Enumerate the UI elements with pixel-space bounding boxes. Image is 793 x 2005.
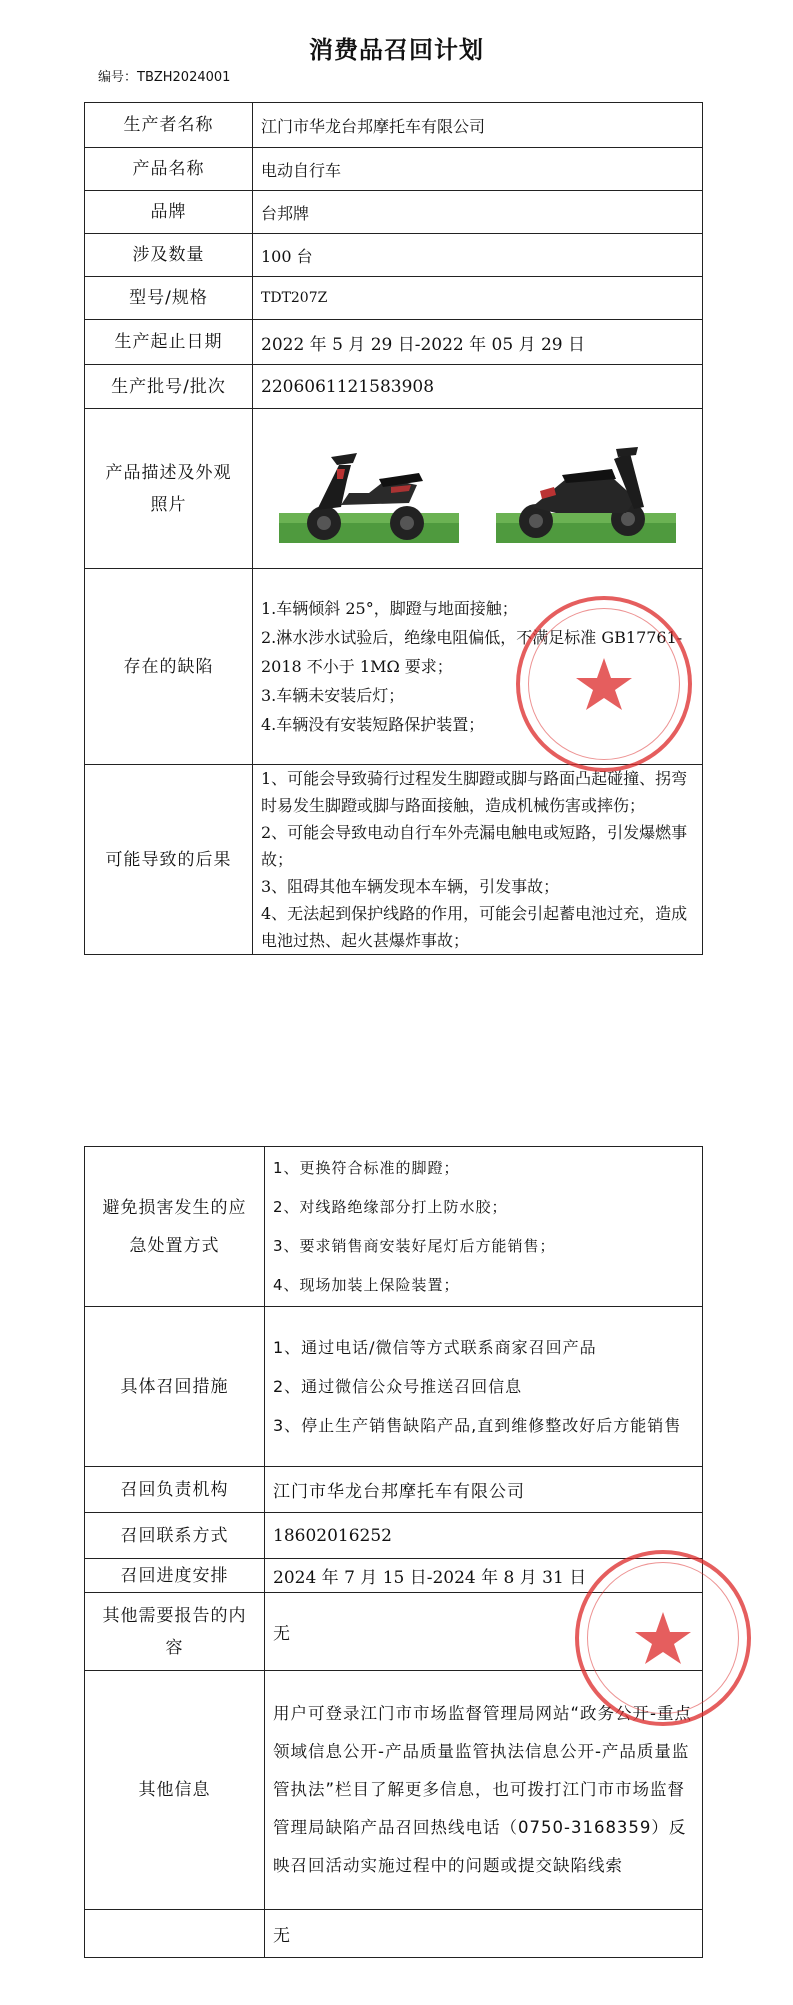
document-number: 编号：TBZH2024001 [98,70,231,85]
scooter-photo-rear [496,435,676,543]
defect-item: 1.车辆倾斜 25°，脚蹬与地面接触； [261,599,518,618]
other-info-label: 其他信息 [85,1671,265,1910]
schedule-label: 召回进度安排 [85,1559,265,1593]
producer-label: 生产者名称 [85,103,253,148]
table-row [85,320,703,365]
recall-table-1 [84,102,703,955]
table-row [85,1467,703,1513]
recall-table-2 [84,1146,703,1958]
table-row [85,277,703,320]
defect-item: 3.车辆未安装后灯； [261,686,405,705]
measure-item: 2、通过微信公众号推送召回信息 [273,1377,523,1396]
consequence-item: 1、可能会导致骑行过程发生脚蹬或脚与路面凸起碰撞、拐弯时易发生脚蹬或脚与路面接触，造成机械伤害或摔伤； [261,769,688,815]
table-row [85,148,703,191]
brand-value: 台邦牌 [253,191,703,234]
brand-label: 品牌 [85,191,253,234]
contact-value: 18602016252 [265,1513,703,1559]
table-row [85,234,703,277]
contact-label: 召回联系方式 [85,1513,265,1559]
measures-label: 具体召回措施 [85,1307,265,1467]
photo-label: 产品描述及外观照片 [85,409,253,569]
defect-list [253,569,703,765]
table-row [85,409,703,569]
photo-cell [253,409,703,569]
other-info-value: 用户可登录江门市市场监督管理局网站“政务公开-重点领域信息公开-产品质量监管执法信息公开-产品质量监管执法”栏目了解更多信息，也可拨打江门市市场监督管理局缺陷产品召回热线电话（0750-3168359）反映召回活动实施过程中的问题或提交缺陷线索 [265,1671,703,1910]
product-label: 产品名称 [85,148,253,191]
other-report-label: 其他需要报告的内容 [85,1593,265,1671]
scooter-photo-front [279,435,459,543]
defect-item: 2.淋水涉水试验后，绝缘电阻偏低，不满足标准 GB17761-2018 不小于 1MΩ 要求； [261,628,683,676]
table-row [85,191,703,234]
other-report-value: 无 [265,1593,703,1671]
product-value: 电动自行车 [253,148,703,191]
table-row [85,1910,703,1958]
consequence-item: 2、可能会导致电动自行车外壳漏电触电或短路，引发爆燃事故； [261,823,688,869]
consequence-item: 3、阻碍其他车辆发现本车辆，引发事故； [261,877,560,896]
empty-label [85,1910,265,1958]
batch-value: 2206061121583908 [253,365,703,409]
table-row [85,1147,703,1307]
defect-label: 存在的缺陷 [85,569,253,765]
document-title: 消费品召回计划 [309,36,484,64]
table-row [85,1307,703,1467]
emergency-item: 1、更换符合标准的脚蹬； [273,1158,460,1177]
date-label: 生产起止日期 [85,320,253,365]
consequence-item: 4、无法起到保护线路的作用，可能会引起蓄电池过充，造成电池过热、起火甚爆炸事故； [261,904,688,950]
table-row [85,765,703,955]
emergency-label: 避免损害发生的应急处置方式 [85,1147,265,1307]
emergency-item: 2、对线路绝缘部分打上防水胶； [273,1197,508,1216]
last-value: 无 [265,1910,703,1958]
table-row [85,1593,703,1671]
org-label: 召回负责机构 [85,1467,265,1513]
measures-list [265,1307,703,1467]
schedule-value: 2024 年 7 月 15 日-2024 年 8 月 31 日 [265,1559,703,1593]
measure-item: 3、停止生产销售缺陷产品,直到维修整改好后方能销售 [273,1416,682,1435]
table-row [85,1671,703,1910]
org-value: 江门市华龙台邦摩托车有限公司 [265,1467,703,1513]
quantity-value: 100 台 [253,234,703,277]
model-label: 型号/规格 [85,277,253,320]
model-value: TDT207Z [253,277,703,320]
emergency-list [265,1147,703,1307]
defect-item: 4.车辆没有安装短路保护装置； [261,715,485,734]
table-row [85,1513,703,1559]
emergency-item: 4、现场加装上保险装置； [273,1275,460,1294]
producer-value: 江门市华龙台邦摩托车有限公司 [253,103,703,148]
consequence-list [253,765,703,955]
table-row [85,1559,703,1593]
batch-label: 生产批号/批次 [85,365,253,409]
date-value: 2022 年 5 月 29 日-2022 年 05 月 29 日 [253,320,703,365]
consequence-label: 可能导致的后果 [85,765,253,955]
quantity-label: 涉及数量 [85,234,253,277]
emergency-item: 3、要求销售商安装好尾灯后方能销售； [273,1236,556,1255]
measure-item: 1、通过电话/微信等方式联系商家召回产品 [273,1338,597,1357]
table-row [85,569,703,765]
table-row [85,365,703,409]
table-row [85,103,703,148]
